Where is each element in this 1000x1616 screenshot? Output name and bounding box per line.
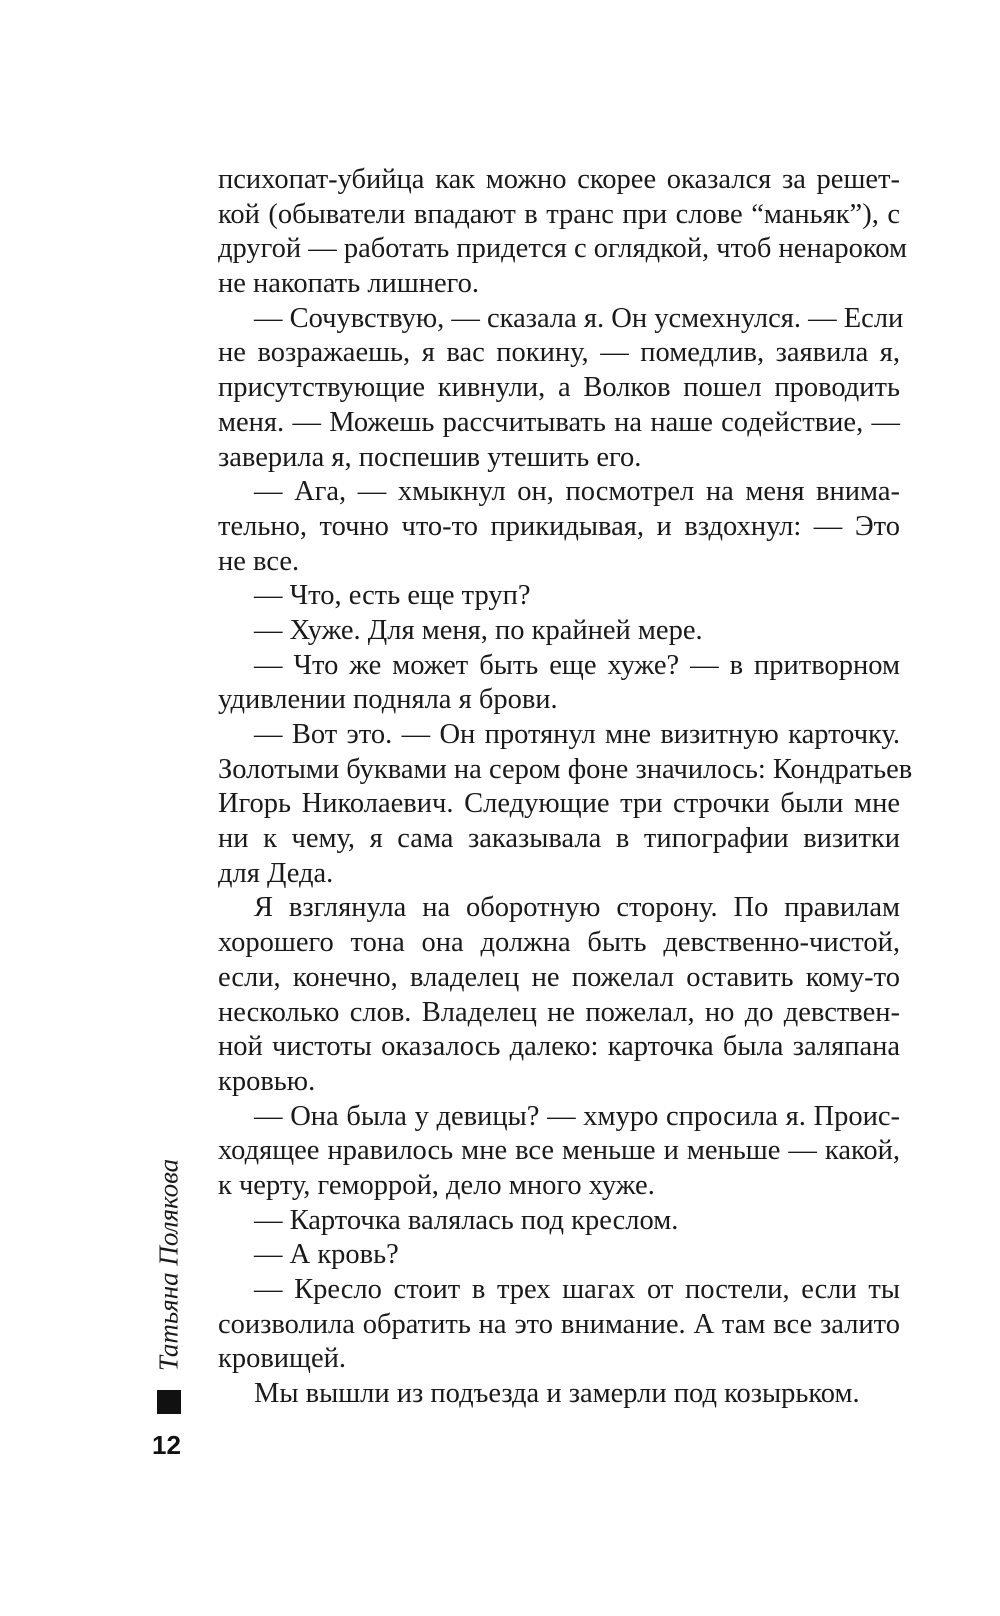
text-line: кровищей.	[218, 1343, 347, 1375]
text-line: — Ага, — хмыкнул он, посмотрел на меня внима-	[254, 476, 900, 508]
text-line: Мы вышли из подъезда и замерли под козырьком.	[254, 1378, 860, 1410]
running-head-author: Татьяна Полякова	[153, 1158, 184, 1372]
body-text	[218, 163, 913, 1412]
text-line: ни к чему, я сама заказывала в типографии визитки	[218, 823, 900, 855]
text-line: меня. — Можешь рассчитывать на наше содействие, —	[218, 406, 900, 438]
text-line: — Сочувствую, — сказала я. Он усмехнулся. — Если	[254, 302, 904, 334]
text-line: несколько слов. Владелец не пожелал, но до девствен-	[218, 996, 900, 1028]
text-line: ной чистоты оказалось далеко: карточка была заляпана	[218, 1031, 900, 1063]
text-line: Игорь Николаевич. Следующие три строчки были мне	[218, 788, 900, 820]
text-line: — Что же может быть еще хуже? — в притворном	[254, 649, 900, 681]
text-line: — Хуже. Для меня, по крайней мере.	[254, 614, 703, 646]
text-line: кровью.	[218, 1065, 316, 1097]
text-line: ходящее нравилось мне все меньше и меньше — какой,	[218, 1135, 900, 1167]
running-head	[154, 1150, 184, 1380]
text-line: — А кровь?	[254, 1239, 399, 1271]
text-line: психопат-убийца как можно скорее оказался за решет-	[218, 164, 900, 195]
text-line: удивлении подняла я брови.	[218, 684, 558, 716]
text-line: для Деда.	[218, 857, 334, 889]
text-line: заверила я, поспешив утешить его.	[218, 441, 642, 473]
text-line: — Кресло стоит в трех шагах от постели, если ты	[254, 1274, 900, 1305]
text-line: хорошего тона она должна быть девственно-чистой,	[218, 927, 900, 959]
square-marker-icon	[157, 1390, 181, 1414]
text-line: — Вот это. — Он протянул мне визитную карточку.	[254, 719, 900, 750]
page-number: 12	[152, 1430, 181, 1460]
text-line: тельно, точно что-то прикидывая, и вздохнул: — Это	[218, 510, 900, 542]
text-line: не возражаешь, я вас покину, — помедлив, заявила я,	[218, 337, 900, 369]
text-line: если, конечно, владелец не пожелал оставить кому-то	[218, 961, 900, 993]
text-line: другой — работать придется с оглядкой, чтоб ненароком	[218, 233, 907, 265]
text-line: — Карточка валялась под креслом.	[254, 1204, 679, 1236]
text-line: — Что, есть еще труп?	[254, 580, 531, 612]
text-line: Я взглянула на оборотную сторону. По правилам	[254, 892, 900, 924]
text-line: присутствующие кивнули, а Волков пошел проводить	[218, 372, 900, 404]
text-line: — Она была у девицы? — хмуро спросила я. Проис-	[254, 1100, 900, 1132]
text-line: Золотыми буквами на сером фоне значилось: Кондратьев	[218, 753, 913, 785]
text-line: не все.	[218, 545, 300, 577]
text-line: кой (обыватели впадают в транс при слове “маньяк”), с	[218, 198, 900, 230]
text-line: не накопать лишнего.	[218, 268, 479, 300]
text-line: к черту, геморрой, дело много хуже.	[218, 1169, 655, 1201]
text-line: соизволила обратить на это внимание. А там все залито	[218, 1308, 900, 1340]
